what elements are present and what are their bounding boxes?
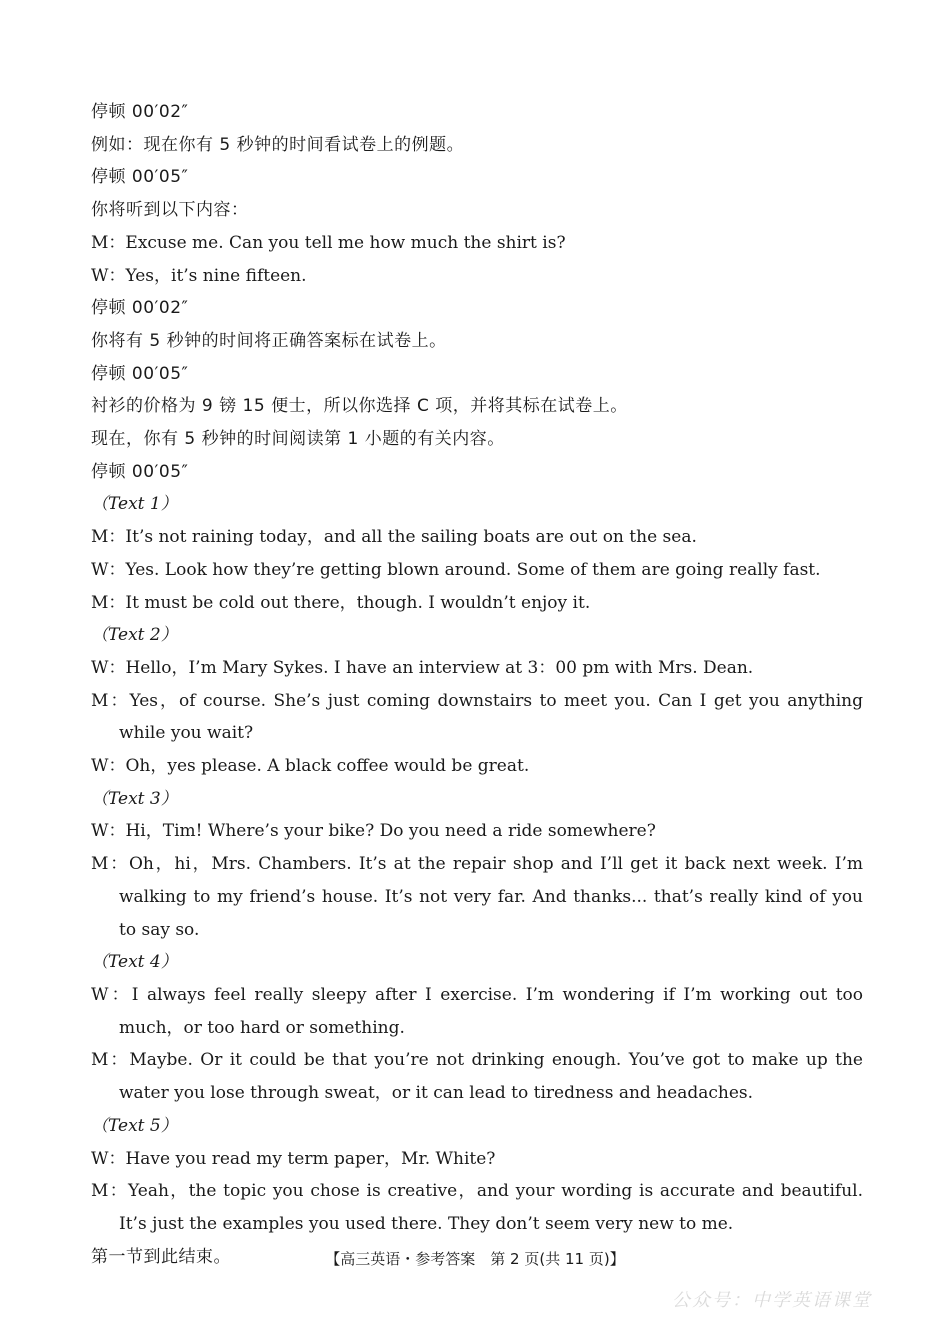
dialogue-line: M：Oh，hi，Mrs. Chambers. It’s at the repair shop and I’ll get it back next week. I’m walking to my friend’s house. It’s not very far. And thanks... that’s really kind of you to say so. xyxy=(91,854,863,940)
instruction-line: 衬衫的价格为 9 镑 15 便士，所以你选择 C 项，并将其标在试卷上。 xyxy=(91,396,628,417)
instruction-line: 例如：现在你有 5 秒钟的时间看试卷上的例题。 xyxy=(91,134,465,155)
instruction-line: 停顿 00′02″ xyxy=(91,298,189,319)
dialogue-line: W：Yes，it’s nine fifteen. xyxy=(91,265,307,286)
text-section-label: （Text 1） xyxy=(91,494,178,515)
text-section-label: （Text 3） xyxy=(91,788,178,809)
dialogue-line: M：Excuse me. Can you tell me how much the shirt is? xyxy=(91,232,566,253)
watermark: 公众号：中学英语课堂 xyxy=(672,1290,872,1311)
instruction-line: 停顿 00′02″ xyxy=(91,102,189,122)
dialogue-line: W：Hello，I’m Mary Sykes. I have an interview at 3：00 pm with Mrs. Dean. xyxy=(91,657,754,678)
instruction-line: 停顿 00′05″ xyxy=(91,461,189,482)
dialogue-line: M：Yeah，the topic you chose is creative，and your wording is accurate and beautiful. It’s just the examples you used there. They don’t seem very new to me. xyxy=(91,1181,863,1234)
dialogue-line: W：I always feel really sleepy after I exercise. I’m wondering if I’m working out too much，or too hard or something. xyxy=(91,984,863,1038)
instruction-line: 你将听到以下内容： xyxy=(91,200,249,221)
instruction-line: 停顿 00′05″ xyxy=(91,167,189,188)
page-footer: 【高三英语・参考答案 第 2 页(共 11 页)】 xyxy=(325,1250,625,1268)
dialogue-line: W：Oh，yes please. A black coffee would be great. xyxy=(91,756,530,777)
text-section-label: （Text 4） xyxy=(91,952,178,973)
dialogue-line: W：Yes. Look how they’re getting blown around. Some of them are going really fast. xyxy=(91,559,821,580)
dialogue-line: M：Yes，of course. She’s just coming downstairs to meet you. Can I get you anything while you wait? xyxy=(91,690,863,744)
instruction-line: 第一节到此结束。 xyxy=(91,1246,231,1267)
dialogue-line: M：It’s not raining today，and all the sailing boats are out on the sea. xyxy=(91,527,697,548)
instruction-line: 停顿 00′05″ xyxy=(91,363,189,384)
text-section-label: （Text 2） xyxy=(91,625,178,646)
text-section-label: （Text 5） xyxy=(91,1115,178,1136)
instruction-line: 你将有 5 秒钟的时间将正确答案标在试卷上。 xyxy=(91,330,447,351)
instruction-line: 现在，你有 5 秒钟的时间阅读第 1 小题的有关内容。 xyxy=(91,429,505,450)
dialogue-line: M：Maybe. Or it could be that you’re not drinking enough. You’ve got to make up the water you lose through sweat，or it can lead to tiredness and headaches. xyxy=(91,1050,863,1104)
dialogue-line: W：Have you read my term paper，Mr. White? xyxy=(91,1148,496,1169)
dialogue-line: M：It must be cold out there，though. I wouldn’t enjoy it. xyxy=(91,592,591,613)
dialogue-line: W：Hi，Tim! Where’s your bike? Do you need a ride somewhere? xyxy=(91,821,656,842)
document-body xyxy=(91,96,863,1273)
